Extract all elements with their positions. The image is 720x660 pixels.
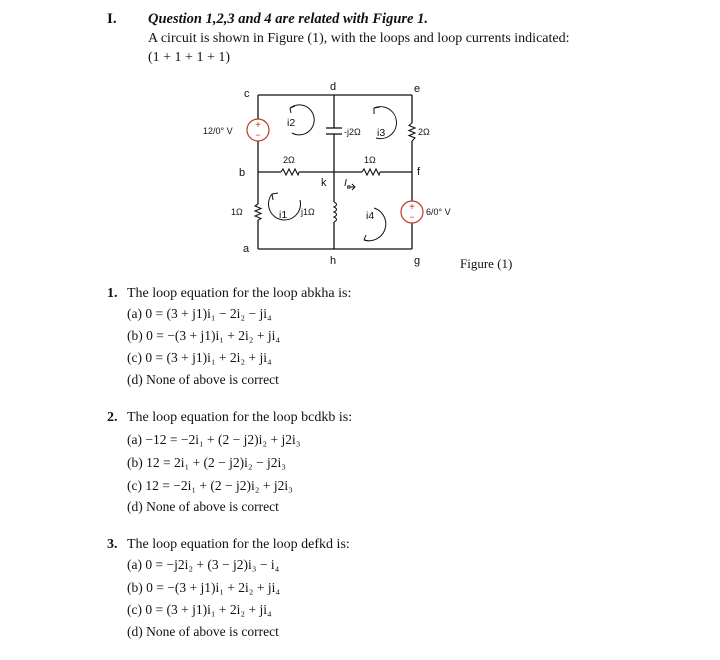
svg-text:−: − [255,130,261,140]
r-bk-label: 2Ω [283,155,295,165]
svg-text:+: + [255,120,261,131]
voltage-source-left [247,119,269,141]
resistor-ab [255,204,261,220]
node-label-d: d [330,81,337,93]
svg-text:−: − [409,212,415,222]
section-marks: (1 + 1 + 1 + 1) [148,50,231,65]
option-d: (d) None of above is correct [127,372,279,387]
option-a: (a) 0 = (3 + j1)i₁ − 2i₂ − ji₄ [127,306,272,321]
option-a: (a) 0 = −j2i₂ + (3 − j2)i₃ − i₄ [127,557,280,572]
question-number: 3. [107,537,118,552]
node-label-e: e [414,83,421,95]
r-ab-label: 1Ω [231,207,243,217]
section-description: A circuit is shown in Figure (1), with the loops and loop currents indicated: [148,31,570,46]
loop-label-i4: i4 [366,210,375,222]
resistor-kf [362,169,380,175]
svg-text:+: + [409,202,415,213]
question-text: The loop equation for the loop bcdkb is: [127,410,353,425]
option-b: (b) 0 = −(3 + j1)i₁ + 2i₂ + ji₄ [127,328,281,343]
voltage-source-right [401,201,423,223]
section-title: Question 1,2,3 and 4 are related with Figure 1. [148,11,428,27]
option-c: (c) 12 = −2i₁ + (2 − j2)i₂ + j2i₃ [127,478,293,493]
r-kf-label: 1Ω [364,155,376,165]
resistor-bk [281,169,299,175]
loop-label-i2: i2 [287,117,296,129]
question-number: 1. [107,286,118,301]
option-c: (c) 0 = (3 + j1)i₁ + 2i₂ + ji₄ [127,602,272,617]
node-label-a: a [243,243,250,255]
option-b: (b) 12 = 2i₁ + (2 − j2)i₂ − j2i₃ [127,455,286,470]
node-label-g: g [414,255,421,267]
option-a: (a) −12 = −2i₁ + (2 − j2)i₂ + j2i₃ [127,432,301,447]
cap-dk-label: -j2Ω [344,127,361,137]
node-label-c: c [244,88,250,100]
question-text: The loop equation for the loop defkd is: [127,537,350,552]
node-label-b: b [239,167,246,179]
inductor-kh [334,202,337,222]
option-b: (b) 0 = −(3 + j1)i₁ + 2i₂ + ji₄ [127,580,281,595]
resistor-ef [409,123,415,141]
current-io-label: $I_o$ [344,177,351,191]
source-left-label: 12/0° V [203,126,233,136]
figure-caption: Figure (1) [460,256,513,271]
ind-kh-label: j1Ω [301,207,315,217]
option-c: (c) 0 = (3 + j1)i₁ + 2i₂ + ji₄ [127,350,272,365]
loop-label-i1: i1 [279,209,288,221]
r-ef-label: 2Ω [418,127,430,137]
source-right-label: 6/0° V [426,207,451,217]
question-text: The loop equation for the loop abkha is: [127,286,352,301]
node-label-k: k [321,177,327,189]
loop-label-i3: i3 [377,127,386,139]
section-number: I. [107,11,117,27]
option-d: (d) None of above is correct [127,624,279,639]
option-d: (d) None of above is correct [127,499,279,514]
question-number: 2. [107,410,118,425]
node-label-h: h [330,255,337,267]
circuit-diagram [0,0,720,280]
node-label-f: f [417,166,421,178]
